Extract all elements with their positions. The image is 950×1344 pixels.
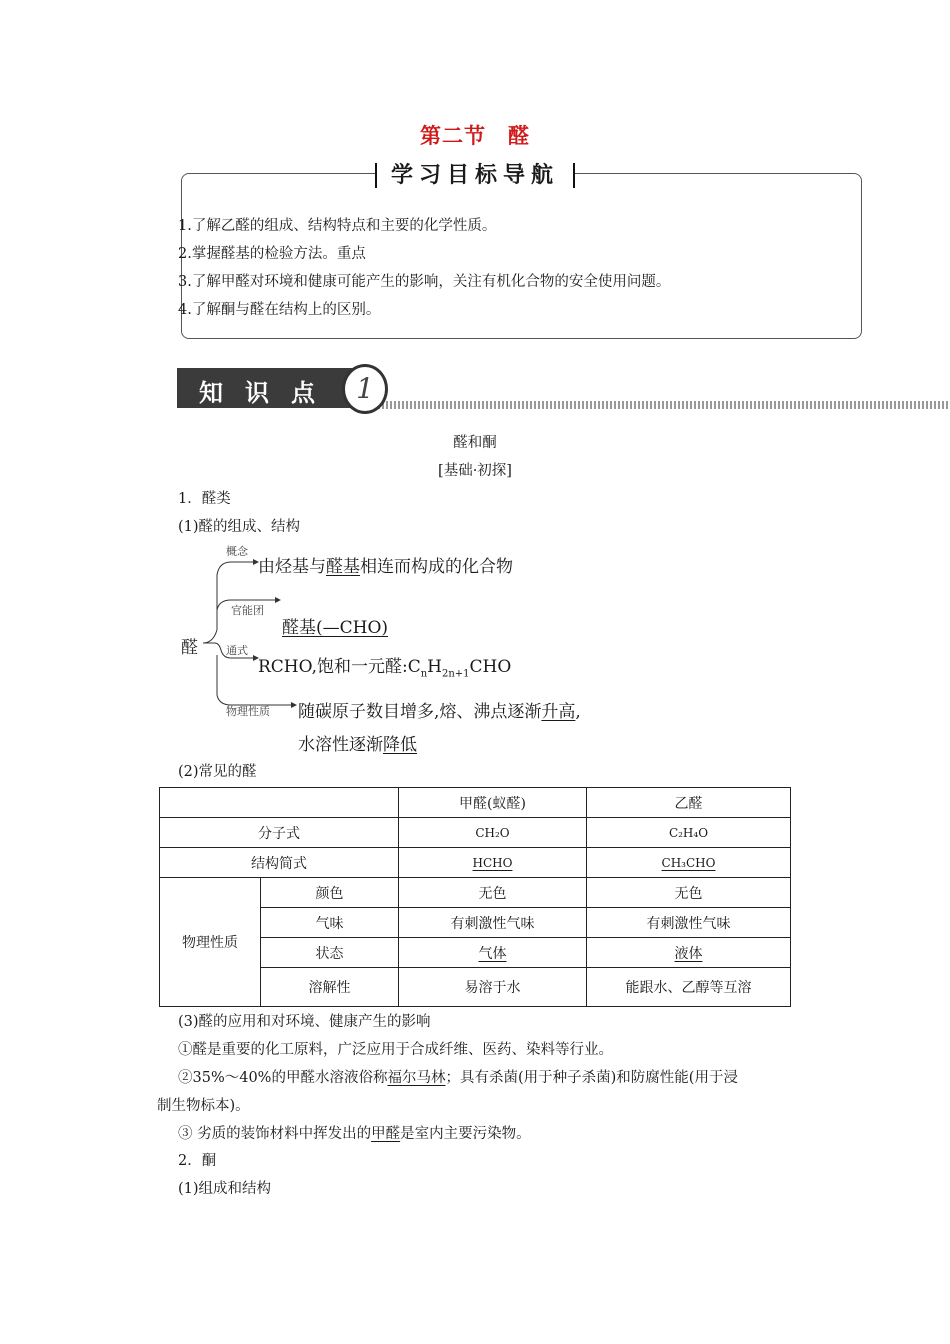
tree-branch-concept: 由烃基与醛基相连而构成的化合物 (258, 557, 513, 577)
tree-branch-physical-1: 随碳原子数目增多,熔、沸点逐渐升高, (298, 702, 581, 722)
table-cell: 无色 (587, 878, 791, 908)
banner-label: 知识点 (199, 379, 337, 407)
table-row (160, 788, 791, 818)
table-cell: HCHO (399, 848, 587, 878)
table-cell: CH₃CHO (587, 848, 791, 878)
table-cell: 状态 (261, 938, 399, 968)
table-cell: 结构简式 (160, 848, 399, 878)
goal-item: 2.掌握醛基的检验方法。重点 (178, 246, 366, 262)
paragraph: ①醛是重要的化工原料，广泛应用于合成纤维、医药、染料等行业。 (178, 1042, 613, 1058)
goal-item: 3.了解甲醛对环境和健康可能产生的影响，关注有机化合物的安全使用问题。 (178, 274, 671, 290)
section-title: 第二节 醛 (420, 124, 530, 148)
sec2-sub1: (1)组成和结构 (178, 1181, 272, 1197)
tree-branch-physical-2: 水溶性逐渐降低 (298, 735, 417, 755)
banner-number-badge: 1 (342, 364, 388, 414)
goal-item: 4.了解酮与醛在结构上的区别。 (178, 302, 381, 318)
sec2-heading: 2．酮 (178, 1153, 217, 1169)
knowledge-point-banner (177, 368, 950, 412)
table-cell: 乙醛 (587, 788, 791, 818)
table-cell: 有刺激性气味 (399, 908, 587, 938)
paragraph: ③ 劣质的装饰材料中挥发出的甲醛是室内主要污染物。 (178, 1126, 531, 1142)
table-cell: 气体 (399, 938, 587, 968)
table-cell: 溶解性 (261, 968, 399, 1007)
sec1-sub2: (2)常见的醛 (178, 764, 257, 780)
sec1-sub3: (3)醛的应用和对环境、健康产生的影响 (178, 1014, 431, 1030)
sec1-heading: 1．醛类 (178, 491, 231, 507)
tree-label-functional-group: 官能团 (231, 604, 264, 617)
goal-item: 1.了解乙醛的组成、结构特点和主要的化学性质。 (178, 218, 497, 234)
table-cell: 物理性质 (160, 878, 261, 1007)
common-aldehydes-table (159, 787, 791, 1007)
paragraph-continuation: 制生物标本)。 (157, 1098, 250, 1114)
banner-stripe (362, 401, 950, 409)
tree-root: 醛 (181, 638, 198, 658)
table-row (160, 818, 791, 848)
tree-label-formula: 通式 (226, 644, 248, 657)
table-cell: 易溶于水 (399, 968, 587, 1007)
tree-branch-functional-group: 醛基(—CHO) (282, 618, 389, 638)
table-cell: 甲醛(蚁醛) (399, 788, 587, 818)
table-row (160, 878, 791, 908)
table-cell: 分子式 (160, 818, 399, 848)
topic-tag: [基础·初探] (438, 463, 512, 479)
table-cell: 无色 (399, 878, 587, 908)
table-row (160, 848, 791, 878)
table-cell: 气味 (261, 908, 399, 938)
learning-goals-heading: 学习目标导航 (0, 158, 950, 189)
tree-label-physical: 物理性质 (226, 705, 270, 718)
learning-goals-list (178, 212, 670, 324)
table-cell: 液体 (587, 938, 791, 968)
table-cell: 颜色 (261, 878, 399, 908)
table-cell: CH₂O (399, 818, 587, 848)
tree-label-concept: 概念 (226, 545, 248, 558)
table-cell: 能跟水、乙醇等互溶 (587, 968, 791, 1007)
paragraph: ②35%～40%的甲醛水溶液俗称福尔马林；具有杀菌(用于种子杀菌)和防腐性能(用于浸 (178, 1070, 738, 1086)
tree-branch-formula: RCHO,饱和一元醛$:C_nH_{2n+1}CHO$ (258, 657, 512, 680)
table-cell: 有刺激性气味 (587, 908, 791, 938)
topic-title: 醛和酮 (453, 435, 497, 451)
sec1-sub1: (1)醛的组成、结构 (178, 519, 301, 535)
table-cell: C₂H₄O (587, 818, 791, 848)
